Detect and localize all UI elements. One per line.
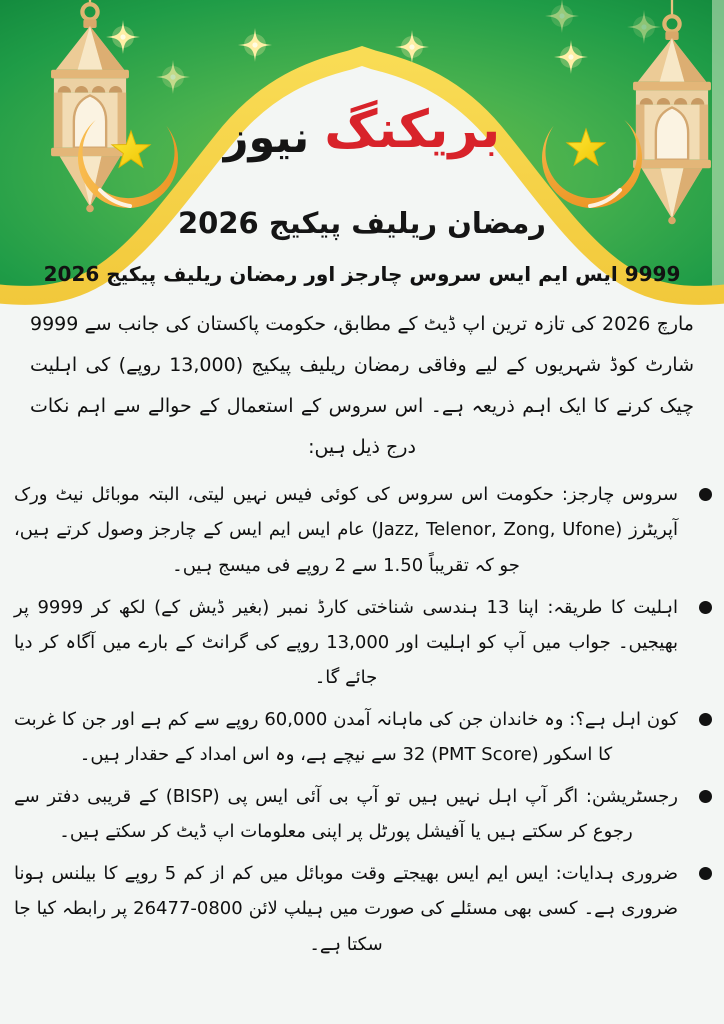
- list-item: [0, 477, 724, 582]
- list-item-text: کون اہل ہے؟: وہ خاندان جن کی ماہانہ آمدن 60,000 روپے سے کم ہے اور جن کا غربت کا اسکور (PMT Score) 32 سے نیچے ہے، وہ اس امداد کے حقدار ہیں۔: [14, 708, 678, 766]
- breaking-news-title: [0, 100, 724, 163]
- list-item: [0, 702, 724, 772]
- page-subtitle: 9999 ایس ایم ایس سروس چارجز اور رمضان ریلیف پیکیج 2026: [43, 262, 681, 286]
- page-title: رمضان ریلیف پیکیج 2026: [178, 206, 546, 240]
- bullet-dot-icon: [699, 713, 712, 726]
- bullet-dot-icon: [699, 867, 712, 880]
- bullet-dot-icon: [699, 790, 712, 803]
- relief-points-list: [0, 477, 724, 961]
- bullet-dot-icon: [699, 488, 712, 501]
- list-item: [0, 856, 724, 961]
- list-item-text: سروس چارجز: حکومت اس سروس کی کوئی فیس نہیں لیتی، البتہ موبائل نیٹ ورک آپریٹرز (Jazz, Telenor, Zong, Ufone) عام ایس ایم ایس کے چارجز وصول کرتے ہیں، جو کہ تقریباً 1.50 سے 2 روپے فی میسج ہیں۔: [14, 484, 678, 576]
- list-item-text: اہلیت کا طریقہ: اپنا 13 ہندسی شناختی کارڈ نمبر (بغیر ڈیش کے) لکھ کر 9999 پر بھیجیں۔ جواب میں آپ کو اہلیت اور 13,000 روپے کی گرانٹ کے بارے میں آگاہ کر دیا جائے گا۔: [14, 596, 678, 688]
- list-item-text: رجسٹریشن: اگر آپ اہل نہیں ہیں تو آپ بی آئی ایس پی (BISP) کے قریبی دفتر سے رجوع کر سکتے ہیں یا آفیشل پورٹل پر اپنی معلومات اپ ڈیٹ کر سکتے ہیں۔: [14, 786, 678, 843]
- list-item: [0, 590, 724, 695]
- list-item-text: ضروری ہدایات: ایس ایم ایس بھیجتے وقت موبائل میں کم از کم 5 روپے کا بیلنس ہونا ضروری ہے۔ کسی بھی مسئلے کی صورت میں ہیلپ لائن 0800-26477 پر رابطہ کیا جا سکتا ہے۔: [14, 863, 678, 955]
- body-section: [0, 304, 724, 1024]
- bullet-dot-icon: [699, 601, 712, 614]
- breaking-word-black: نیوز: [223, 113, 310, 163]
- intro-paragraph: مارچ 2026 کی تازہ ترین اپ ڈیٹ کے مطابق، حکومت پاکستان کی جانب سے 9999 شارٹ کوڈ شہریوں کے لیے وفاقی رمضان ریلیف پیکیج (13,000 روپے) کی اہلیت چیک کرنے کا ایک اہم ذریعہ ہے۔ اس سروس کے استعمال کے حوالے سے اہم نکات درج ذیل ہیں:: [30, 313, 694, 458]
- list-item: [0, 779, 724, 849]
- breaking-word-red: بریکنگ: [324, 100, 501, 160]
